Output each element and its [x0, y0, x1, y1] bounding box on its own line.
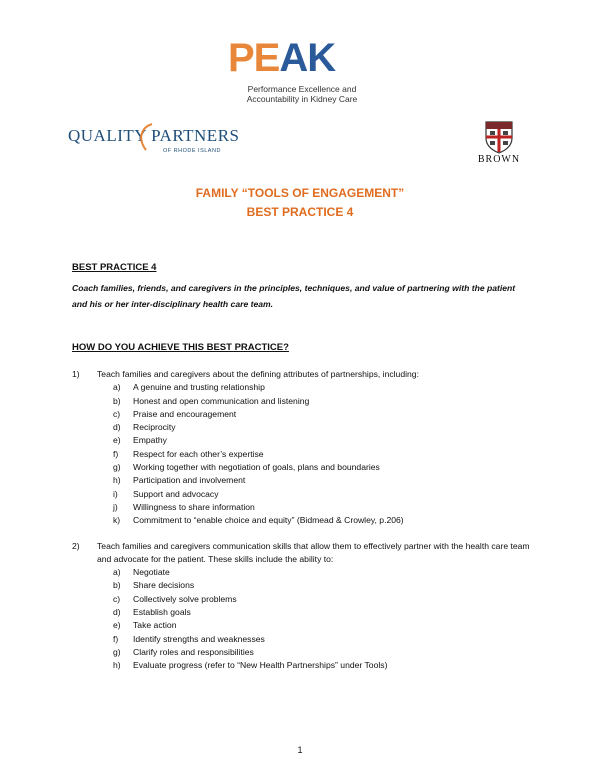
list-text: Empathy [133, 435, 167, 446]
list-item [97, 646, 542, 659]
list-item [97, 434, 542, 447]
list-item [97, 501, 542, 514]
list-text: Honest and open communication and listening [133, 395, 310, 406]
list-item [97, 448, 542, 461]
list-letter: c) [113, 593, 121, 604]
list-item [97, 421, 542, 434]
list-item [97, 474, 542, 487]
list-text: Participation and involvement [133, 475, 246, 486]
peak-logo [218, 30, 383, 110]
list-text: Collectively solve problems [133, 593, 237, 604]
quality-partners-wordmark: QUALITY PARTNERS [68, 126, 240, 145]
list-letter: d) [113, 607, 121, 618]
list-text: Support and advocacy [133, 488, 219, 499]
list-letter: a) [113, 567, 121, 578]
list-text: Clarify roles and responsibilities [133, 646, 254, 657]
skills-list [97, 566, 542, 672]
list-letter: g) [113, 462, 121, 473]
list-text: Establish goals [133, 607, 191, 618]
list-item [97, 619, 542, 632]
peak-tagline [232, 84, 372, 104]
list-text: A genuine and trusting relationship [133, 382, 265, 393]
peak-letter-a: A [279, 36, 308, 80]
list-text: Praise and encouragement [133, 408, 237, 419]
list-text: Take action [133, 620, 177, 631]
list-item [97, 514, 542, 527]
list-letter: e) [113, 620, 121, 631]
brown-shield-icon [484, 120, 514, 154]
quality-partners-subtitle: OF RHODE ISLAND [163, 148, 221, 154]
step-text: Teach families and caregivers about the defining attributes of partnerships, including: [97, 369, 419, 379]
list-text: Identify strengths and weaknesses [133, 633, 265, 644]
list-item [97, 408, 542, 421]
list-item [97, 461, 542, 474]
list-letter: e) [113, 435, 121, 446]
peak-tagline-line2: Accountability in Kidney Care [246, 94, 358, 104]
list-item [97, 633, 542, 646]
list-letter: h) [113, 475, 121, 486]
step-number: 1) [72, 369, 80, 379]
attributes-list [97, 381, 542, 527]
list-item [97, 566, 542, 579]
list-letter: d) [113, 422, 121, 433]
list-text: Negotiate [133, 567, 170, 578]
page-number: 1 [297, 745, 303, 755]
best-practice-description: Coach families, friends, and caregivers in the principles, techniques, and value of partnering with the patient and his or her inter-disciplinary health care team. [72, 283, 516, 309]
list-letter: g) [113, 646, 121, 657]
list-letter: a) [113, 382, 121, 393]
step-item [72, 540, 542, 673]
brown-wordmark: BROWN [477, 154, 521, 165]
list-text: Respect for each other’s expertise [133, 448, 264, 459]
list-item [97, 659, 542, 672]
peak-letters-pe: PE [228, 36, 280, 80]
step-number: 2) [72, 540, 80, 551]
list-letter: i) [113, 488, 118, 499]
list-text: Working together with negotiation of goals, plans and boundaries [133, 462, 380, 473]
list-letter: h) [113, 660, 121, 671]
step-text: Teach families and caregivers communication skills that allow them to effectively partner with the health care team and advocate for the patient. These skills include the ability to: [97, 540, 530, 564]
document-subtitle: BEST PRACTICE 4 [246, 205, 354, 219]
document-title: FAMILY “TOOLS OF ENGAGEMENT” [195, 186, 405, 200]
list-text: Willingness to share information [133, 501, 255, 512]
list-text: Reciprocity [133, 422, 176, 433]
list-text: Evaluate progress (refer to “New Health Partnerships” under Tools) [133, 660, 388, 671]
list-text: Share decisions [133, 580, 195, 591]
list-item [97, 579, 542, 592]
list-item [97, 395, 542, 408]
quality-partners-logo [68, 124, 240, 160]
peak-letter-k: K [307, 36, 336, 80]
list-item [97, 606, 542, 619]
peak-tagline-line1: Performance Excellence and [247, 84, 357, 94]
list-letter: j) [113, 501, 118, 512]
how-to-achieve-heading: HOW DO YOU ACHIEVE THIS BEST PRACTICE? [72, 342, 289, 353]
list-letter: k) [113, 515, 121, 526]
step-item [72, 368, 542, 528]
best-practice-heading: BEST PRACTICE 4 [72, 262, 157, 273]
list-letter: c) [113, 408, 121, 419]
list-item [97, 593, 542, 606]
list-item [97, 381, 542, 394]
list-letter: f) [113, 448, 119, 459]
quality-partners-swoosh-icon [136, 122, 158, 152]
peak-wordmark [228, 38, 335, 78]
list-letter: f) [113, 633, 119, 644]
steps-list [72, 368, 542, 673]
list-item [97, 488, 542, 501]
list-letter: b) [113, 395, 121, 406]
brown-logo [464, 120, 534, 168]
list-letter: b) [113, 580, 121, 591]
list-text: Commitment to “enable choice and equity” (Bidmead & Crowley, p.206) [133, 515, 404, 526]
